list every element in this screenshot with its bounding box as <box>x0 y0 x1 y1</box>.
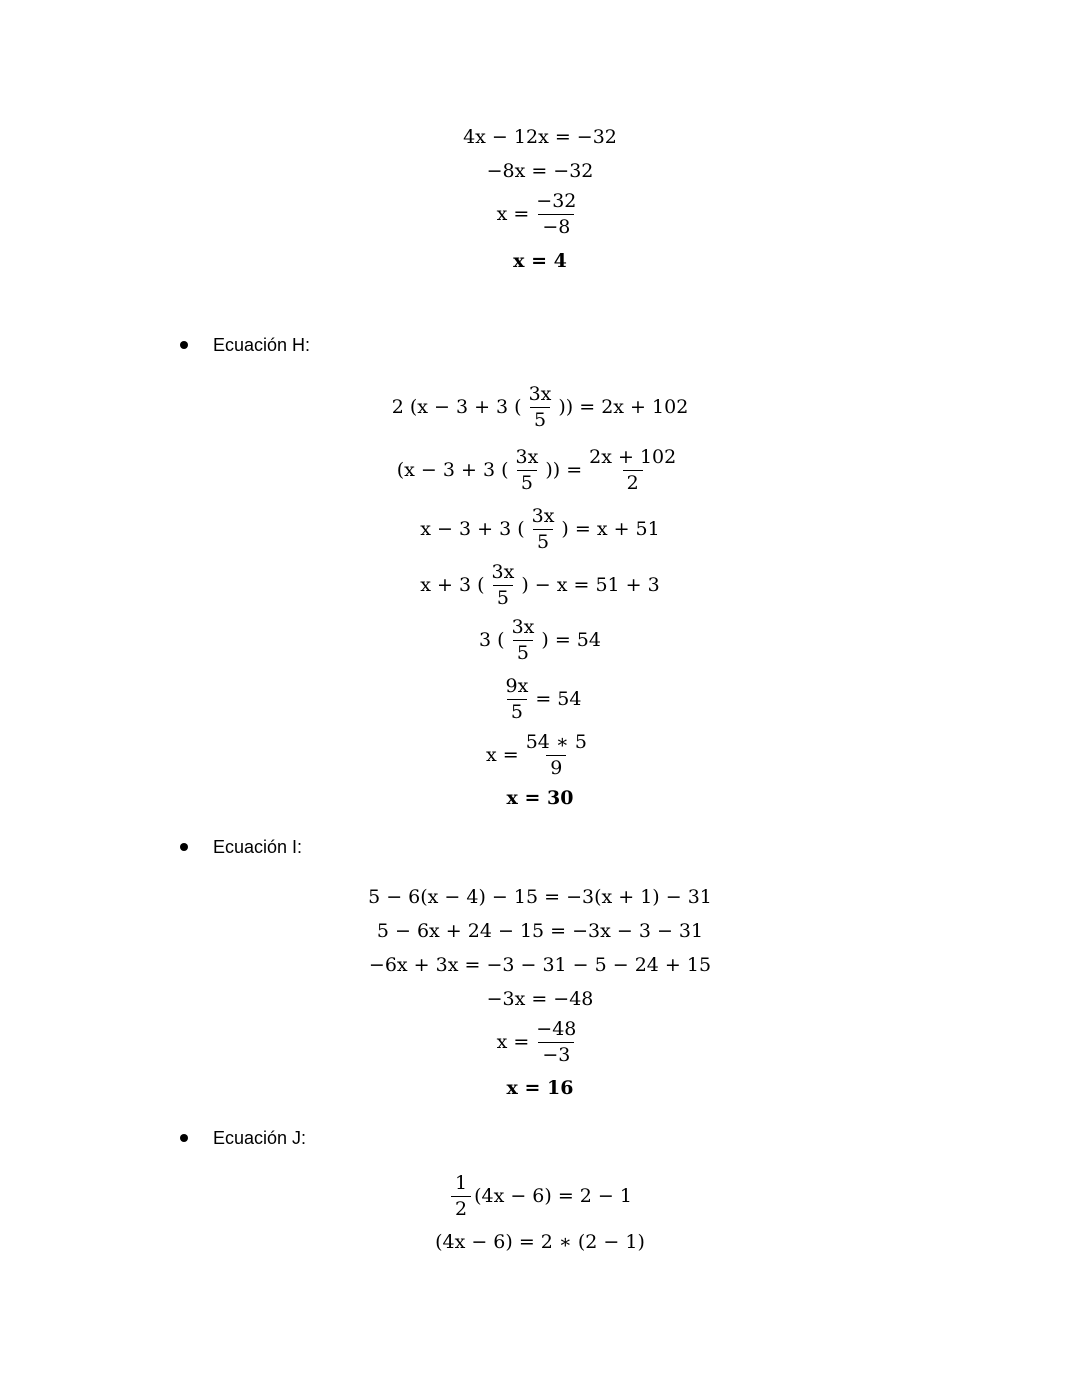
equation-text: −8x = −32 <box>486 159 594 182</box>
heading-text: Ecuación J: <box>213 1127 307 1148</box>
equation-text: x = <box>496 202 530 225</box>
fraction-numerator: 54 ∗ 5 <box>525 730 587 753</box>
equation-line <box>0 559 1080 611</box>
fraction-denominator: 5 <box>517 470 537 493</box>
equation-text: x + 3 ( <box>420 573 485 596</box>
bullet-icon <box>180 1134 188 1142</box>
equation-text: −6x + 3x = −3 − 31 − 5 − 24 + 15 <box>368 953 712 976</box>
fraction <box>585 445 680 494</box>
equation-line <box>0 125 1080 149</box>
fraction-numerator: −32 <box>536 189 577 212</box>
equation-result <box>0 249 1080 273</box>
fraction-numerator: 2x + 102 <box>589 445 677 468</box>
fraction-numerator: 3x <box>531 504 555 527</box>
fraction-denominator: 5 <box>513 640 533 663</box>
section-heading-h <box>180 333 310 357</box>
fraction-numerator: −48 <box>536 1017 577 1040</box>
equation-text: 2 (x − 3 + 3 ( <box>391 395 522 418</box>
fraction-numerator: 3x <box>515 445 539 468</box>
fraction <box>532 1017 580 1066</box>
fraction <box>528 504 559 553</box>
fraction <box>522 730 591 779</box>
equation-line <box>0 1016 1080 1068</box>
equation-line <box>0 188 1080 240</box>
equation-text: (4x − 6) = 2 ∗ (2 − 1) <box>435 1230 645 1253</box>
equation-line <box>0 1170 1080 1222</box>
equation-text: (4x − 6) = 2 − 1 <box>474 1184 632 1207</box>
heading-text: Ecuación I: <box>213 836 303 857</box>
equation-text: x = 16 <box>506 1076 574 1099</box>
fraction-denominator: 5 <box>530 407 550 430</box>
equation-text: )) = <box>545 458 583 481</box>
fraction-numerator: 1 <box>455 1171 468 1194</box>
fraction-numerator: 3x <box>528 382 552 405</box>
bullet-icon <box>180 341 188 349</box>
fraction <box>532 189 580 238</box>
equation-text: 5 − 6x + 24 − 15 = −3x − 3 − 31 <box>376 919 704 942</box>
equation-line <box>0 1230 1080 1254</box>
fraction-denominator: 5 <box>507 699 527 722</box>
fraction <box>525 382 556 431</box>
fraction-denominator: 5 <box>493 585 513 608</box>
equation-line <box>0 159 1080 183</box>
equation-text: x = <box>486 743 519 766</box>
equation-text: = 54 <box>535 687 582 710</box>
equation-text: x − 3 + 3 ( <box>420 517 525 540</box>
equation-line <box>0 729 1080 781</box>
fraction-denominator: 2 <box>451 1196 471 1219</box>
equation-text: 3 ( <box>479 628 505 651</box>
equation-text: −3x = −48 <box>486 987 594 1010</box>
equation-line <box>0 919 1080 943</box>
equation-result <box>0 786 1080 810</box>
fraction <box>451 1171 471 1220</box>
fraction-denominator: −8 <box>538 214 574 237</box>
equation-line <box>0 953 1080 977</box>
equation-line <box>0 673 1080 725</box>
bullet-icon <box>180 843 188 851</box>
equation-text: (x − 3 + 3 ( <box>396 458 509 481</box>
equation-line <box>0 381 1080 433</box>
section-heading-j <box>180 1126 306 1150</box>
equation-text: ) = x + 51 <box>561 517 660 540</box>
fraction <box>488 560 519 609</box>
equation-text: ) − x = 51 + 3 <box>521 573 660 596</box>
section-heading-i <box>180 835 302 859</box>
equation-text: ) = 54 <box>541 628 601 651</box>
fraction-numerator: 9x <box>505 674 529 697</box>
equation-result <box>0 1076 1080 1100</box>
fraction <box>508 615 539 664</box>
fraction-denominator: 9 <box>546 755 566 778</box>
heading-text: Ecuación H: <box>213 334 311 355</box>
equation-text: 4x − 12x = −32 <box>463 125 617 148</box>
fraction <box>502 674 533 723</box>
equation-text: x = 4 <box>513 249 567 272</box>
equation-text: 5 − 6(x − 4) − 15 = −3(x + 1) − 31 <box>368 885 712 908</box>
equation-line <box>0 885 1080 909</box>
fraction-denominator: −3 <box>538 1042 574 1065</box>
fraction <box>512 445 543 494</box>
equation-line <box>0 444 1080 496</box>
fraction-denominator: 5 <box>533 529 553 552</box>
fraction-denominator: 2 <box>623 470 643 493</box>
equation-line <box>0 503 1080 555</box>
fraction-numerator: 3x <box>511 615 535 638</box>
equation-line <box>0 614 1080 666</box>
equation-text: )) = 2x + 102 <box>558 395 689 418</box>
equation-text: x = 30 <box>506 786 574 809</box>
equation-line <box>0 987 1080 1011</box>
fraction-numerator: 3x <box>491 560 515 583</box>
equation-text: x = <box>496 1030 530 1053</box>
